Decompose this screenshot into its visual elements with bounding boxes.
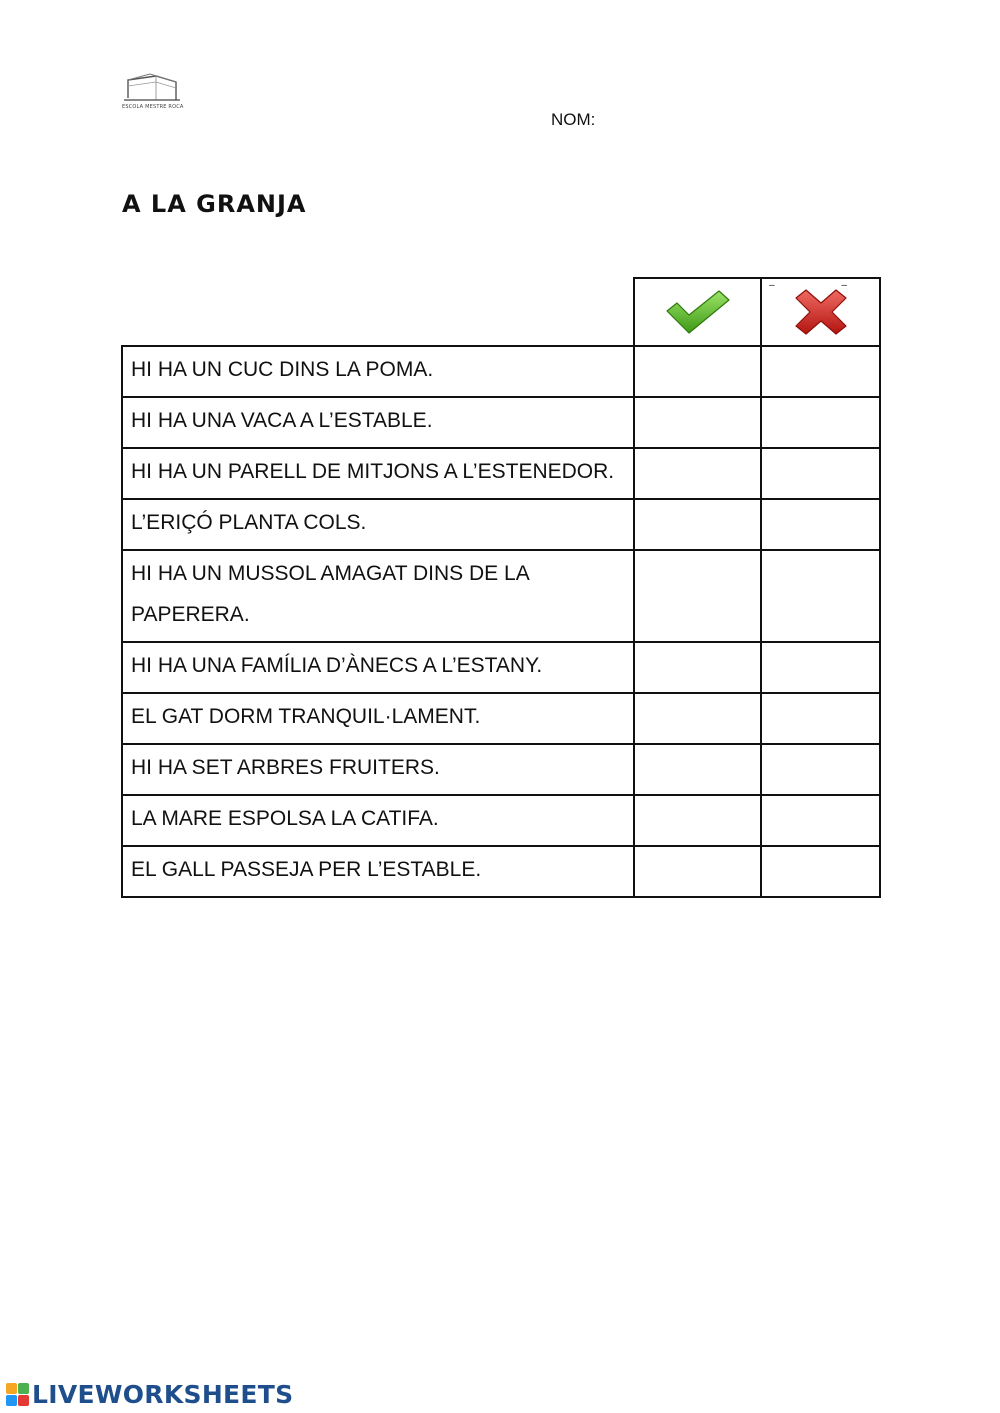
table-row [122,550,880,642]
dash-mark-left: – [769,280,775,291]
true-answer-box[interactable] [634,346,761,397]
false-answer-box[interactable] [761,744,880,795]
cross-icon [790,286,852,338]
statement-text: LA MARE ESPOLSA LA CATIFA. [122,795,634,846]
false-answer-box[interactable] [761,448,880,499]
true-false-table [121,277,881,898]
table-row [122,846,880,897]
false-answer-box[interactable] [761,795,880,846]
false-answer-box[interactable] [761,642,880,693]
true-column-header [634,278,761,346]
statement-text: L’ERIÇÓ PLANTA COLS. [122,499,634,550]
table-row [122,693,880,744]
statement-text: HI HA UNA VACA A L’ESTABLE. [122,397,634,448]
true-answer-box[interactable] [634,397,761,448]
header-blank-cell [122,278,634,346]
table-header-row [122,278,880,346]
false-column-header [761,278,880,346]
true-answer-box[interactable] [634,448,761,499]
dash-mark-right: – [841,280,847,291]
true-answer-box[interactable] [634,642,761,693]
true-answer-box[interactable] [634,693,761,744]
table-row [122,448,880,499]
table-row [122,346,880,397]
false-answer-box[interactable] [761,397,880,448]
name-label: NOM: [551,110,596,129]
footer-brand [6,1380,293,1409]
statement-text: HI HA UN MUSSOL AMAGAT DINS DE LA PAPERERA. [122,550,634,642]
brand-name: LIVEWORKSHEETS [32,1380,294,1409]
statement-text: EL GALL PASSEJA PER L’ESTABLE. [122,846,634,897]
true-answer-box[interactable] [634,795,761,846]
statement-text: HI HA SET ARBRES FRUITERS. [122,744,634,795]
table-row [122,744,880,795]
true-answer-box[interactable] [634,499,761,550]
table-row [122,397,880,448]
statement-text: HI HA UN PARELL DE MITJONS A L’ESTENEDOR. [122,448,634,499]
brand-logo-icon [6,1383,29,1406]
logo-caption: ESCOLA MESTRE ROCA [122,104,184,110]
check-icon [663,287,733,337]
false-answer-box[interactable] [761,846,880,897]
table-row [122,795,880,846]
false-answer-box[interactable] [761,499,880,550]
table-row [122,499,880,550]
false-answer-box[interactable] [761,693,880,744]
true-answer-box[interactable] [634,744,761,795]
false-answer-box[interactable] [761,550,880,642]
statement-text: HI HA UN CUC DINS LA POMA. [122,346,634,397]
page-title: A LA GRANJA [122,190,307,218]
false-answer-box[interactable] [761,346,880,397]
table-row [122,642,880,693]
true-answer-box[interactable] [634,846,761,897]
statement-text: HI HA UNA FAMÍLIA D’ÀNECS A L’ESTANY. [122,642,634,693]
statement-text: EL GAT DORM TRANQUIL·LAMENT. [122,693,634,744]
true-answer-box[interactable] [634,550,761,642]
